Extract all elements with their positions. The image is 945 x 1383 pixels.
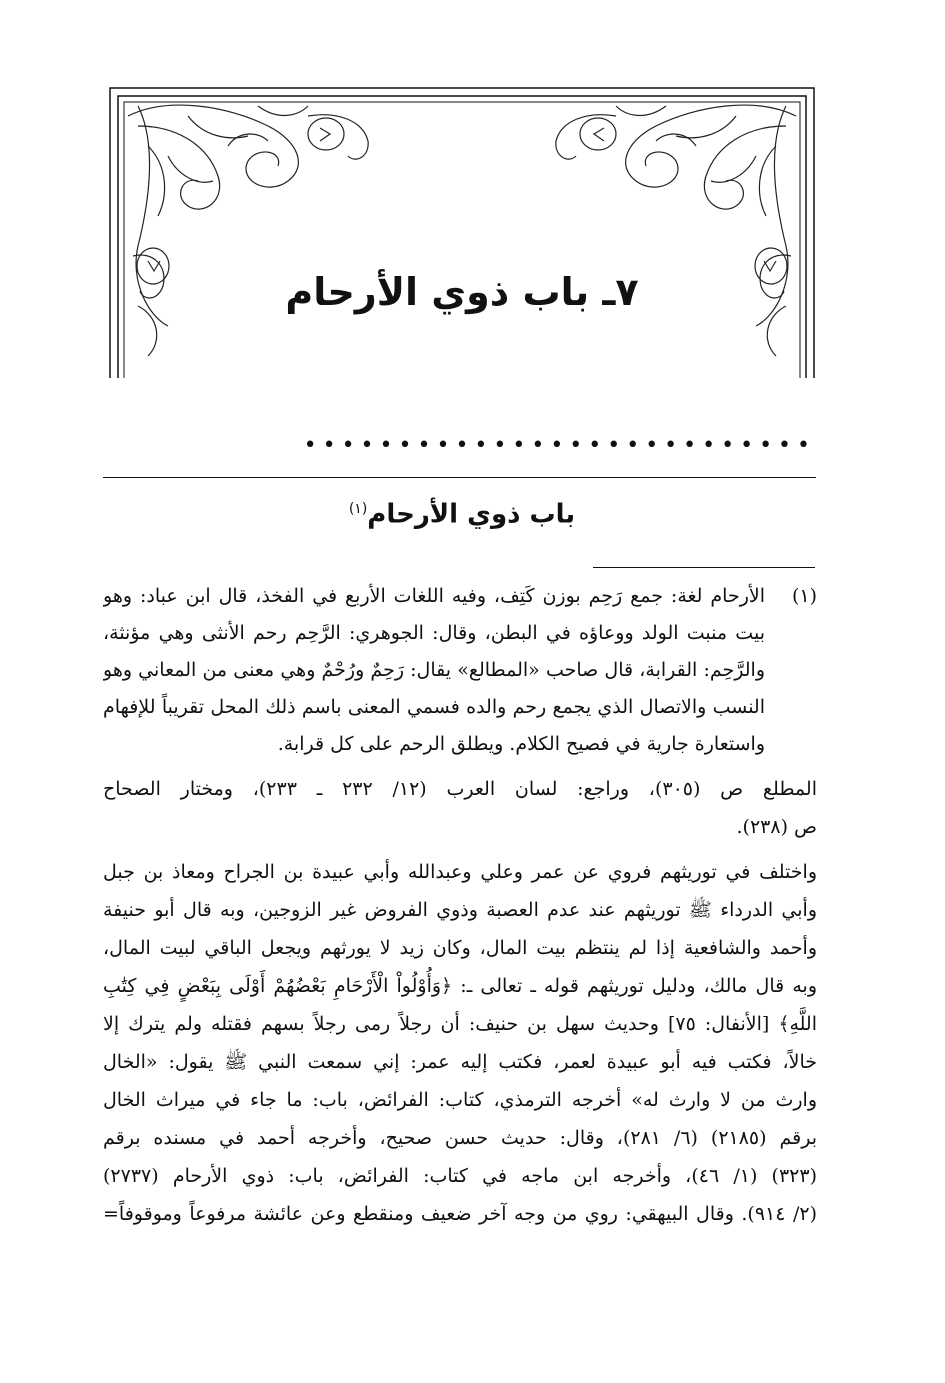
footnote-line: خالاً، فكتب فيه أبو عبيدة لعمر، فكتب إليه عمر: إني سمعت النبي ﷺ يقول: «الخال bbox=[103, 1051, 817, 1073]
dotted-separator: ••••••••••••••••••••••••••• bbox=[303, 434, 816, 458]
footnote-line: وبه قال مالك، ودليل توريثهم قوله ـ تعالى ـ: ﴿وَأُوْلُواْ الْأَرْحَامِ بَعْضُهُمْ أَوْلَى بِبَعْضٍ فِي كِتَٰبِ bbox=[103, 975, 817, 997]
footnote-line: وأبي الدرداء ﷺ توريثهم عند عدم العصبة وذوي الفروض غير الزوجين، وبه قال أبو حنيفة bbox=[103, 899, 817, 921]
footnote-line: (٣٢٣) (١/ ٤٦)، وأخرجه ابن ماجه في كتاب: الفرائض، باب: ذوي الأرحام (٢٧٣٧) bbox=[103, 1165, 817, 1187]
footnote-line: ص (٢٣٨). bbox=[736, 816, 817, 838]
footnote-line: برقم (٢١٨٥) (٦/ ٢٨١)، وقال: حديث حسن صحيح، وأخرجه أحمد في مسنده برقم bbox=[103, 1127, 817, 1149]
footnote-reference[interactable]: (١) bbox=[348, 501, 368, 517]
footnote-line: اللَّهِ﴾ [الأنفال: ٧٥] وحديث سهل بن حنيف: أن رجلاً رمى رجلاً بسهم فقتله ولم يترك إلا bbox=[103, 1013, 817, 1035]
footnote-line: واستعارة جارية في فصيح الكلام. ويطلق الرحم على كل قرابة. bbox=[277, 733, 765, 755]
footnote-line: وارث من لا وارث له» أخرجه الترمذي، كتاب: الفرائض، باب: ما جاء في ميراث الخال bbox=[103, 1089, 817, 1111]
footnote bbox=[103, 578, 817, 1233]
section-heading bbox=[108, 485, 816, 539]
footnote-body bbox=[103, 578, 765, 763]
footnote-line: المطلع ص (٣٠٥)، وراجع: لسان العرب (١٢/ ٢٣٢ ـ ٢٣٣)، ومختار الصحاح bbox=[103, 778, 817, 800]
ornamental-border-icon bbox=[108, 86, 816, 378]
footnote-line: والرَّحِم: القرابة، قال صاحب «المطالع» يقال: رَحِمٌ ورُحْمٌ وهي معنى من المعاني وهو bbox=[103, 659, 765, 681]
footnote-line: (٢/ ٩١٤). وقال البيهقي: روي من وجه آخر ضعيف ومنقطع وعن عائشة مرفوعاً وموقوفاً= bbox=[103, 1203, 817, 1225]
section-heading-text: باب ذوي الأرحام bbox=[367, 499, 576, 530]
chapter-title: ٧ـ باب ذوي الأرحام bbox=[285, 270, 639, 314]
footnote-line: وأحمد والشافعية إذا لم ينتظم بيت المال، وكان زيد لا يورثهم ويجعل الباقي لبيت المال، bbox=[103, 937, 817, 959]
ornamental-frame bbox=[108, 86, 816, 378]
footnote-line: واختلف في توريثهم فروي عن عمر وعلي وعبدالله وأبي عبيدة بن الجراح ومعاذ بن جبل bbox=[103, 861, 817, 883]
header-rule bbox=[103, 477, 816, 478]
footnote-line: النسب والاتصال الذي يجمع رحم والده فسمي المعنى باسم ذلك المحل تقريباً للإفهام bbox=[103, 696, 765, 718]
footnote-marker: (١) bbox=[791, 585, 817, 607]
footnote-line: الأرحام لغة: جمع رَحِم بوزن كَتِف، وفيه اللغات الأربع في الفخذ، قال ابن عباد: وهو bbox=[103, 585, 765, 607]
footnote-separator-rule bbox=[593, 567, 815, 568]
footnote-line: بيت منبت الولد ووعاؤه في البطن، وقال: الجوهري: الرَّحِم رحم الأنثى وهي مؤنثة، bbox=[103, 622, 765, 644]
